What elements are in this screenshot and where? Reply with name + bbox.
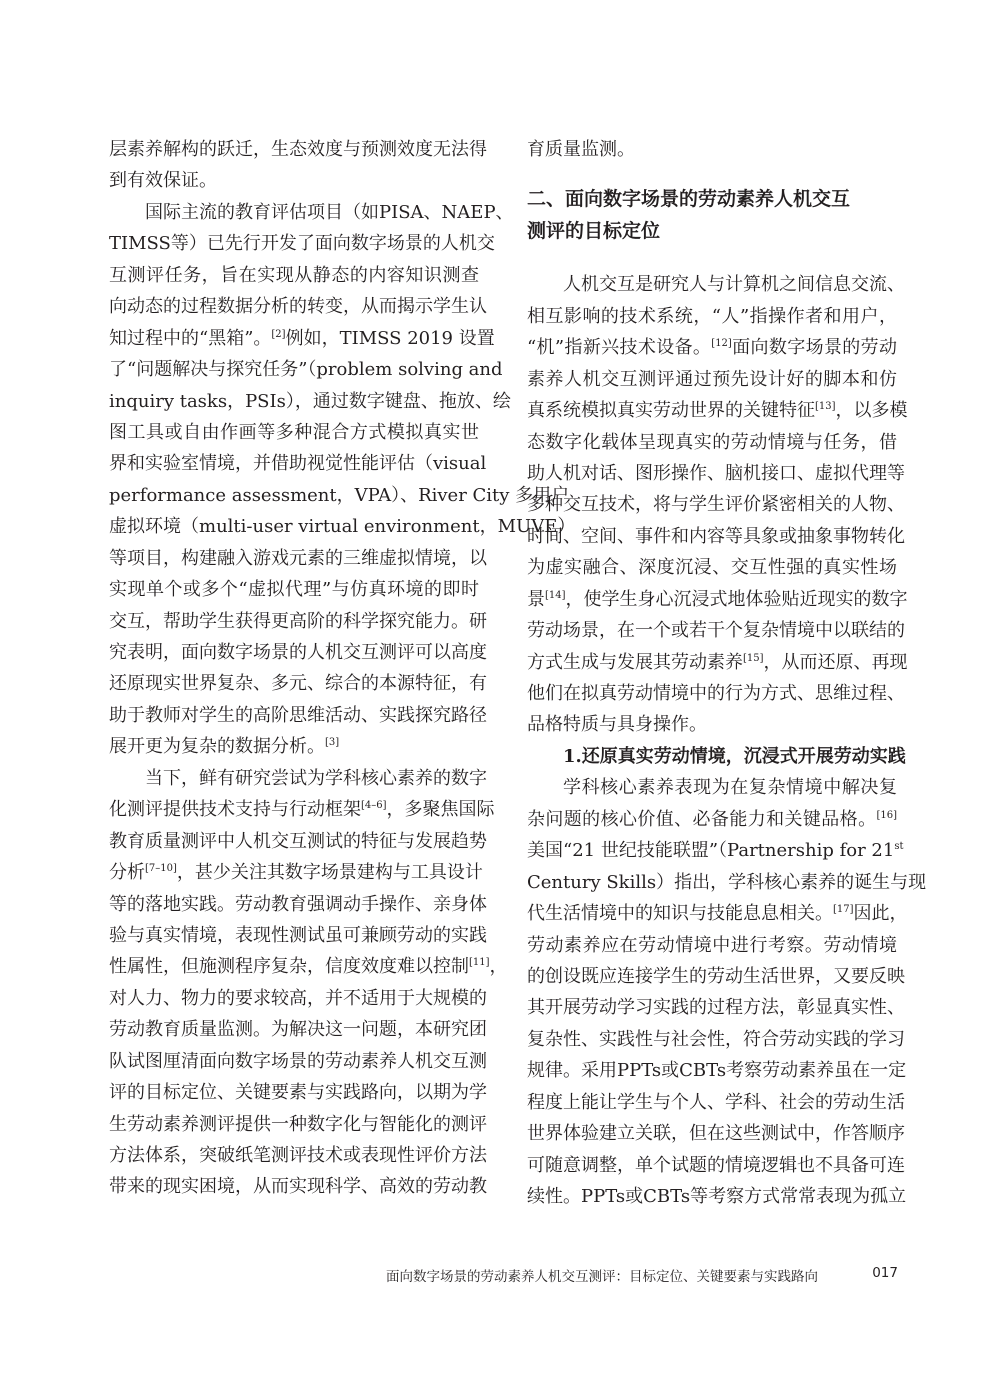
text-line	[109, 480, 570, 511]
text-line	[527, 427, 897, 458]
text-run: 知过程中的“黑箱”。	[109, 327, 272, 349]
text-line	[527, 489, 905, 520]
text-run: 教育质量测评中人机交互测试的特征与发展趋势	[109, 830, 487, 852]
text-run: 方法体系，突破纸笔测评技术或表现性评价方法	[109, 1145, 487, 1166]
text-line	[527, 1087, 905, 1118]
text-run: 实现单个或多个“虚拟代理”与仿真环境的即时	[109, 579, 479, 601]
text-line	[109, 920, 487, 951]
section-heading-line-2: 测评的目标定位	[527, 219, 661, 242]
text-run: 复杂性、实践性与社会性，符合劳动实践的学习	[527, 1028, 905, 1050]
text-line	[527, 835, 904, 866]
right-top-line: 育质量监测。	[527, 139, 635, 160]
text-line	[527, 584, 908, 615]
text-run: 劳动教育质量监测。为解决这一问题，本研究团	[109, 1019, 487, 1041]
text-run: 队试图厘清面向数字场景的劳动素养人机交互测	[109, 1050, 487, 1072]
text-line	[527, 1181, 907, 1212]
right-column	[527, 134, 927, 1212]
text-line	[109, 983, 487, 1014]
text-line	[527, 804, 897, 835]
text-run: 素养人机交互测评通过预先设计好的脚本和仿	[527, 368, 897, 390]
text-line	[109, 386, 511, 417]
text-line	[109, 228, 495, 259]
text-run: 图工具或自由作画等多种混合方式模拟真实世	[109, 421, 479, 443]
text-run: ，以多模	[835, 400, 908, 422]
text-line	[527, 678, 905, 709]
text-line	[527, 301, 897, 332]
text-run: 到有效保证。	[109, 170, 217, 192]
text-line	[109, 323, 495, 354]
text-run: 国际主流的教育评估项目（如PISA、NAEP、	[145, 201, 514, 223]
text-run: 面向数字场景的劳动	[731, 337, 898, 359]
text-run: 还原现实世界复杂、多元、综合的本源特征，有	[109, 673, 487, 695]
text-line	[109, 448, 487, 479]
text-line	[109, 700, 487, 731]
citation-marker: [4–6]	[361, 800, 387, 812]
text-line	[109, 260, 479, 291]
text-run: TIMSS等）已先行开发了面向数字场景的人机交	[109, 233, 495, 255]
subheading: 1.还原真实劳动情境，沉浸式开展劳动实践	[563, 745, 906, 767]
text-run: “机”指新兴技术设备。	[527, 337, 712, 359]
text-run: 向动态的过程数据分析的转变，从而揭示学生认	[109, 296, 487, 318]
text-run: 等的落地实践。劳动教育强调动手操作、亲身体	[109, 893, 487, 915]
citation-marker: [14]	[545, 589, 566, 601]
citation-marker: [16]	[876, 809, 897, 821]
text-run: 学科核心素养表现为在复杂情境中解决复	[563, 777, 897, 799]
text-run: 代生活情境中的知识与技能息息相关。	[527, 903, 833, 925]
section-heading-line-1: 二、面向数字场景的劳动素养人机交互	[527, 188, 851, 211]
text-run: 了“问题解决与探究任务”（problem solving and	[109, 359, 503, 381]
text-run: 真系统模拟真实劳动世界的关键特征	[527, 400, 815, 422]
text-run: 助人机对话、图形操作、脑机接口、虚拟代理等	[527, 462, 905, 484]
text-run: ，多聚焦国际	[386, 799, 495, 821]
paragraph-core-literacy	[527, 772, 927, 1212]
text-line	[109, 1046, 487, 1077]
text-run: ，使学生身心沉浸式地体验贴近现实的数字	[565, 588, 908, 610]
text-line	[527, 395, 908, 426]
text-line	[109, 1171, 487, 1202]
text-run: 分析	[109, 862, 145, 884]
text-run: 对人力、物力的要求较高，并不适用于大规模的	[109, 987, 487, 1009]
citation-marker: [3]	[325, 737, 340, 749]
text-line	[527, 647, 908, 678]
citation-marker: [2]	[271, 328, 286, 340]
text-run: 其开展劳动学习实践的过程方法，彰显真实性、	[527, 997, 905, 1019]
text-line	[527, 332, 897, 363]
text-run: 劳动场景，在一个或若干个复杂情境中以联结的	[527, 620, 905, 642]
citation-marker: [12]	[711, 338, 732, 350]
text-run: 生劳动素养测评提供一种数字化与智能化的测评	[109, 1113, 487, 1135]
text-line	[109, 889, 487, 920]
citation-marker: [15]	[743, 652, 764, 664]
citation-marker: [11]	[469, 957, 490, 969]
text-line	[109, 1109, 487, 1140]
text-line	[527, 961, 905, 992]
text-line	[109, 291, 487, 322]
text-run: 性属性，但施测程序复杂，信度效度难以控制	[109, 956, 469, 978]
text-line	[527, 898, 908, 929]
text-run: 交互，帮助学生获得更高阶的科学探究能力。研	[109, 610, 487, 632]
text-run: 带来的现实困境，从而实现科学、高效的劳动教	[109, 1176, 487, 1198]
citation-marker: [17]	[833, 904, 854, 916]
text-run: ，从而还原、再现	[763, 651, 908, 673]
text-line	[109, 197, 514, 228]
text-line	[109, 763, 487, 794]
text-line	[109, 1014, 487, 1045]
text-run: 规律。采用PPTs或CBTs考察劳动素养虽在一定	[527, 1060, 907, 1082]
text-line	[109, 857, 483, 888]
text-run: 人机交互是研究人与计算机之间信息交流、	[563, 274, 905, 296]
text-run: 评的目标定位、关键要素与实践路向，以期为学	[109, 1082, 487, 1104]
text-run: 时间、空间、事件和内容等具象或抽象事物转化	[527, 525, 905, 547]
text-line	[109, 668, 487, 699]
text-line	[109, 543, 487, 574]
text-run: 续性。PPTs或CBTs等考察方式常常表现为孤立	[527, 1186, 907, 1207]
text-run: 品格特质与具身操作。	[527, 714, 707, 736]
text-line	[527, 552, 897, 583]
page-footer	[386, 1265, 898, 1285]
text-line	[527, 458, 905, 489]
text-line	[109, 637, 487, 668]
text-run: 世界体验建立关联，但在这些测试中，作答顺序	[527, 1123, 905, 1145]
text-line	[527, 521, 905, 552]
text-run: 究表明，面向数字场景的人机交互测评可以高度	[109, 642, 487, 663]
text-run: 方式生成与发展其劳动素养	[527, 651, 743, 673]
text-line	[109, 1140, 487, 1171]
text-line	[527, 1055, 907, 1086]
text-line	[109, 417, 479, 448]
text-line	[527, 867, 927, 898]
text-run: 当下，鲜有研究尝试为学科核心素养的数字	[145, 767, 487, 789]
text-run: inquiry tasks，PSIs），通过数字键盘、拖放、绘	[109, 390, 511, 412]
text-run: 他们在拟真劳动情境中的行为方式、思维过程、	[527, 683, 905, 704]
text-run: 劳动素养应在劳动情境中进行考察。劳动情境	[527, 934, 897, 956]
text-line	[109, 794, 495, 825]
text-run: 例如，TIMSS 2019 设置	[285, 327, 495, 349]
text-line	[527, 772, 897, 803]
text-line	[109, 826, 487, 857]
text-line	[527, 992, 905, 1023]
text-run: 层素养解构的跃迁，生态效度与预测效度无法得	[109, 139, 487, 160]
text-run: 程度上能让学生与个人、学科、社会的劳动生活	[527, 1091, 905, 1113]
text-line	[527, 615, 905, 646]
text-run: performance assessment，VPA）、River City 多用户	[109, 484, 570, 506]
text-run: 界和实验室情境，并借助视觉性能评估（visual	[109, 453, 487, 475]
text-line	[527, 1024, 905, 1055]
text-run: ，	[489, 956, 508, 978]
citation-marker: [7–10]	[145, 863, 177, 875]
text-line	[527, 269, 905, 300]
text-line	[527, 1118, 905, 1149]
text-run: ，甚少关注其数字场景建构与工具设计	[176, 862, 483, 884]
text-run: 验与真实情境，表现性测试虽可兼顾劳动的实践	[109, 924, 487, 946]
text-line	[109, 1077, 487, 1108]
text-run: 美国“21 世纪技能联盟”（Partnership for 21	[527, 840, 895, 862]
text-run: 化测评提供技术支持与行动框架	[109, 799, 361, 821]
text-line	[527, 930, 897, 961]
text-run: 展开更为复杂的数据分析。	[109, 736, 325, 758]
text-line	[109, 354, 503, 385]
text-line	[109, 606, 487, 637]
text-run: 态数字化载体呈现真实的劳动情境与任务，借	[527, 431, 897, 453]
text-run: 的创设既应连接学生的劳动生活世界，又要反映	[527, 965, 905, 987]
text-run: 等项目，构建融入游戏元素的三维虚拟情境，以	[109, 547, 487, 569]
citation-marker: st	[894, 841, 904, 853]
text-line	[527, 364, 897, 395]
text-line	[109, 134, 487, 165]
text-line	[109, 951, 508, 982]
text-run: 虚拟环境（multi-user virtual environment，MUVE）	[109, 516, 576, 538]
text-run: 可随意调整，单个试题的情境逻辑也不具备可连	[527, 1154, 905, 1176]
page-number: 017	[872, 1265, 898, 1281]
text-line	[527, 709, 897, 740]
text-run: 多种交互技术，将与学生评价紧密相关的人物、	[527, 494, 905, 516]
paragraph-hci-definition	[527, 269, 908, 741]
running-title: 面向数字场景的劳动素养人机交互测评：目标定位、关键要素与实践路向	[386, 1269, 818, 1285]
text-line	[527, 1150, 905, 1181]
text-run: 为虚实融合、深度沉浸、交互性强的真实性场	[527, 557, 897, 579]
citation-marker: [13]	[815, 401, 836, 413]
text-run: 景	[527, 588, 545, 610]
text-run: 杂问题的核心价值、必备能力和关键品格。	[527, 808, 877, 830]
text-line	[109, 165, 479, 196]
text-run: 因此，	[853, 903, 908, 925]
text-line	[109, 511, 576, 542]
text-run: Century Skills）指出，学科核心素养的诞生与现	[527, 871, 927, 893]
text-run: 相互影响的技术系统，“人”指操作者和用户，	[527, 305, 897, 327]
text-line	[109, 731, 479, 762]
text-run: 助于教师对学生的高阶思维活动、实践探究路径	[109, 704, 487, 726]
text-line	[109, 574, 479, 605]
text-run: 互测评任务，旨在实现从静态的内容知识测查	[109, 264, 479, 286]
